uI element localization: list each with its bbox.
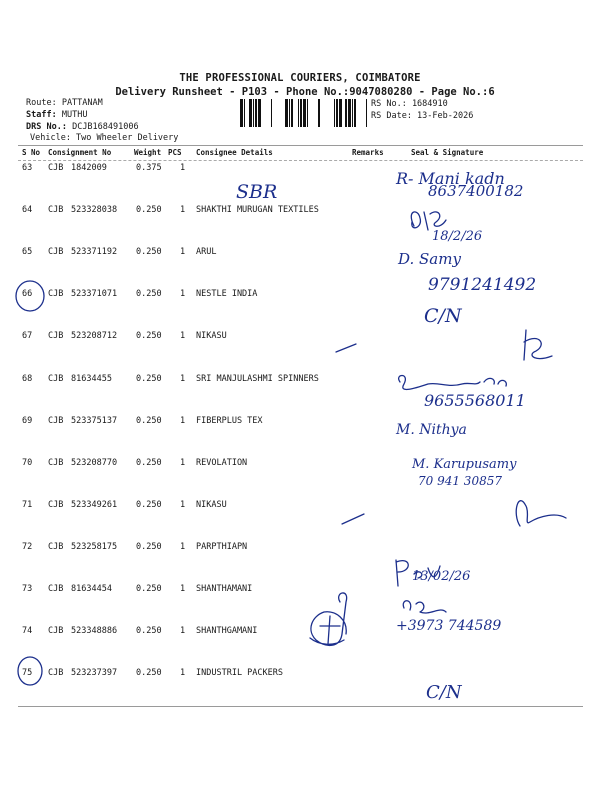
- barcode-bar: [334, 99, 335, 127]
- barcode-bar: [258, 99, 261, 127]
- hw-r63-name: R- Mani kadn: [396, 169, 505, 188]
- col-pcs: PCS: [168, 148, 182, 157]
- barcode-bar: [271, 99, 272, 127]
- barcode: [240, 99, 367, 127]
- row-consignee: PARPTHIAPN: [196, 541, 248, 552]
- mark-row-71: [342, 514, 364, 524]
- col-consignment: Consignment No: [48, 148, 112, 157]
- hw-r73-phone: +3973 744589: [396, 618, 502, 634]
- drs-label: DRS No.:: [26, 122, 67, 132]
- row-branch: CJB: [48, 331, 64, 342]
- barcode-bar: [298, 99, 299, 127]
- row-branch: CJB: [48, 668, 64, 679]
- row-weight: 0.250: [136, 289, 162, 300]
- row-consignee: SHANTHGAMANI: [196, 626, 258, 637]
- barcode-bar: [354, 99, 356, 127]
- company-title: THE PROFESSIONAL COURIERS, COIMBATORE: [179, 72, 421, 84]
- row-sno: 73: [22, 584, 33, 594]
- row-pcs: 1: [180, 247, 186, 258]
- mark-row-67: [336, 344, 356, 352]
- hw-r66-cn: C/N: [424, 305, 462, 327]
- row-pcs: 1: [180, 668, 186, 679]
- staff-value: MUTHU: [61, 110, 88, 120]
- hw-r63-phone: 8637400182: [428, 182, 524, 200]
- row-branch: CJB: [48, 499, 64, 510]
- row-pcs: 1: [180, 626, 186, 637]
- row-consignment-no: 523258175: [71, 541, 118, 552]
- row-consignee: REVOLATION: [196, 457, 248, 468]
- row-consignment-no: 523237397: [71, 668, 118, 679]
- row-consignment-no: 523208712: [71, 331, 118, 342]
- row-consignment-no: 81634455: [71, 373, 112, 384]
- row-weight: 0.250: [136, 668, 162, 679]
- rs-number: RS No.: 1684910: [371, 99, 448, 109]
- row-consignment-no: 523371071: [71, 289, 118, 300]
- row-branch: CJB: [48, 584, 64, 594]
- row-branch: CJB: [48, 457, 64, 468]
- row-consignment-no: 523348886: [71, 626, 118, 637]
- row-consignee: INDUSTRIL PACKERS: [196, 668, 283, 679]
- row-weight: 0.250: [136, 626, 162, 637]
- row-sno: 68: [22, 373, 33, 384]
- hw-r69-name: M. Nithya: [396, 422, 467, 438]
- row-consignment-no: 523208770: [71, 457, 118, 468]
- hw-r68-phone: 9655568011: [424, 391, 526, 410]
- row-branch: CJB: [48, 163, 64, 173]
- row-weight: 0.250: [136, 205, 162, 216]
- vehicle-label: Vehicle: Two Wheeler Delivery: [30, 133, 179, 143]
- hw-r70-phone: 70 941 30857: [418, 474, 502, 488]
- row-branch: CJB: [48, 415, 64, 426]
- row-sno: 71: [22, 499, 33, 510]
- row-branch: CJB: [48, 205, 64, 216]
- barcode-bar: [345, 99, 347, 127]
- col-consignee: Consignee Details: [196, 148, 273, 157]
- row-branch: CJB: [48, 289, 64, 300]
- signature-row-73: [403, 601, 446, 613]
- row-consignment-no: 1842009: [71, 163, 107, 173]
- barcode-bar: [255, 99, 257, 127]
- drs-value: DCJB168491006: [72, 122, 139, 132]
- barcode-bar: [318, 99, 320, 127]
- signature-row-67: [524, 330, 552, 360]
- hw-r75-cn: C/N: [426, 682, 462, 703]
- hw-r64-date: 18/2/26: [432, 229, 483, 244]
- row-sno: 74: [22, 626, 33, 637]
- row-consignee: SHANTHAMANI: [196, 584, 253, 594]
- barcode-bar: [289, 99, 290, 127]
- row-pcs: 1: [180, 289, 186, 300]
- barcode-bar: [366, 99, 367, 127]
- barcode-bar: [307, 99, 308, 127]
- barcode-bar: [244, 99, 245, 127]
- barcode-bar: [348, 99, 351, 127]
- footer-rule: [18, 706, 583, 707]
- row-sno: 75: [22, 668, 33, 679]
- header-underline: [18, 160, 583, 161]
- barcode-bar: [240, 99, 243, 127]
- col-sno: S No: [22, 148, 41, 157]
- row-pcs: 1: [180, 163, 186, 173]
- row-pcs: 1: [180, 541, 186, 552]
- rs-date: RS Date: 13-Feb-2026: [371, 111, 474, 121]
- runsheet-title: Delivery Runsheet - P103 - Phone No.:9047080280 - Page No.:6: [115, 86, 495, 98]
- row-consignee: NIKASU: [196, 331, 227, 342]
- barcode-bar: [291, 99, 293, 127]
- barcode-bar: [249, 99, 252, 127]
- row-consignee: NIKASU: [196, 499, 227, 510]
- signature-row-64: [411, 212, 446, 230]
- row-branch: CJB: [48, 541, 64, 552]
- row-weight: 0.250: [136, 331, 162, 342]
- row-pcs: 1: [180, 584, 186, 594]
- row-branch: CJB: [48, 626, 64, 637]
- signature-row-68: [399, 376, 507, 390]
- header-rule: [18, 145, 583, 146]
- col-remarks: Remarks: [352, 148, 384, 157]
- route-label: Route: PATTANAM: [26, 98, 103, 108]
- row-sno: 64: [22, 205, 33, 216]
- hw-r70-name: M. Karupusamy: [412, 457, 517, 472]
- barcode-bar: [253, 99, 254, 127]
- col-seal: Seal & Signature: [411, 148, 484, 157]
- barcode-bar: [336, 99, 338, 127]
- stamp-row-74: [310, 593, 347, 645]
- row-sno: 69: [22, 415, 33, 426]
- row-weight: 0.250: [136, 373, 162, 384]
- row-branch: CJB: [48, 373, 64, 384]
- row-pcs: 1: [180, 415, 186, 426]
- hw-r65-phone: 9791241492: [428, 275, 537, 295]
- row-pcs: 1: [180, 499, 186, 510]
- signature-row-71: [516, 501, 566, 526]
- barcode-bar: [285, 99, 288, 127]
- row-pcs: 1: [180, 331, 186, 342]
- row-consignee: FIBERPLUS TEX: [196, 415, 263, 426]
- barcode-bar: [300, 99, 302, 127]
- row-consignment-no: 523349261: [71, 499, 118, 510]
- row-weight: 0.250: [136, 415, 162, 426]
- signature-row-72: [396, 560, 440, 586]
- row-consignment-no: 523375137: [71, 415, 118, 426]
- col-weight: Weight: [134, 148, 162, 157]
- barcode-bar: [352, 99, 353, 127]
- drs-line: [26, 122, 139, 132]
- row-consignee: ARUL: [196, 247, 217, 258]
- hw-sbr: SBR: [236, 181, 278, 203]
- barcode-bar: [303, 99, 306, 127]
- row-weight: 0.250: [136, 499, 162, 510]
- row-branch: CJB: [48, 247, 64, 258]
- row-sno: 72: [22, 541, 33, 552]
- hw-r65-name: D. Samy: [398, 250, 461, 268]
- row-consignee: NESTLE INDIA: [196, 289, 258, 300]
- row-pcs: 1: [180, 205, 186, 216]
- row-weight: 0.250: [136, 247, 162, 258]
- staff-line: [26, 110, 87, 120]
- row-weight: 0.250: [136, 541, 162, 552]
- row-consignment-no: 523328038: [71, 205, 118, 216]
- row-pcs: 1: [180, 457, 186, 468]
- row-consignment-no: 81634454: [71, 584, 112, 594]
- row-consignee: SRI MANJULASHMI SPINNERS: [196, 373, 319, 384]
- row-weight: 0.250: [136, 584, 162, 594]
- staff-label: Staff:: [26, 110, 57, 120]
- hw-r72-date: 13/02/26: [412, 569, 471, 584]
- row-consignment-no: 523371192: [71, 247, 118, 258]
- row-pcs: 1: [180, 373, 186, 384]
- row-sno: 66: [22, 289, 33, 300]
- row-sno: 65: [22, 247, 33, 258]
- row-sno: 70: [22, 457, 33, 468]
- row-sno: 67: [22, 331, 33, 342]
- row-weight: 0.250: [136, 457, 162, 468]
- row-sno: 63: [22, 163, 33, 173]
- row-weight: 0.375: [136, 163, 162, 173]
- barcode-bar: [339, 99, 342, 127]
- row-consignee: SHAKTHI MURUGAN TEXTILES: [196, 205, 319, 216]
